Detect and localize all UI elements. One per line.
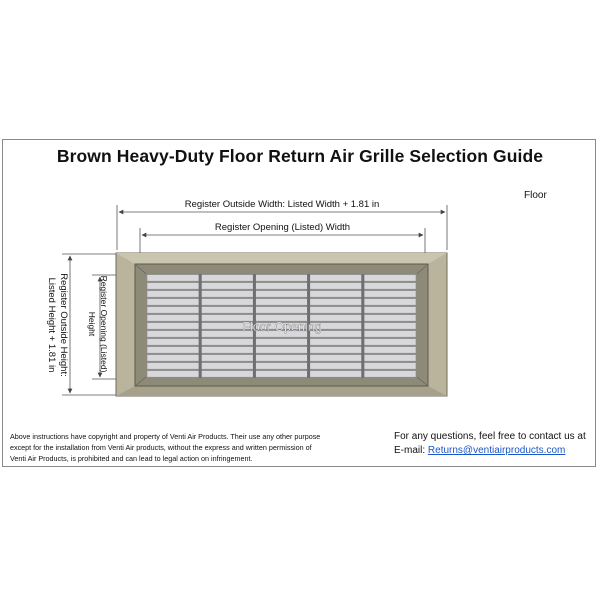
louver-slat	[364, 363, 416, 370]
louver-divider	[361, 274, 364, 378]
copyright-line-3: Venti Air Products, is prohibited and can lead to legal action on infringement.	[10, 454, 253, 463]
louver-slat	[201, 347, 253, 354]
outside-width-label: Register Outside Width: Listed Width + 1.81 in	[184, 199, 380, 210]
louver-slat	[310, 355, 362, 362]
louver-slat	[255, 299, 307, 306]
louver-slat	[364, 323, 416, 330]
louver-slat	[310, 363, 362, 370]
louver-slat	[255, 291, 307, 298]
louver-slat	[147, 355, 199, 362]
opening-height-line2: Height	[87, 311, 97, 337]
louver-slat	[147, 323, 199, 330]
contact-info	[394, 430, 586, 458]
louver-slat	[364, 355, 416, 362]
louver-divider	[199, 274, 202, 378]
louver-slat	[364, 291, 416, 298]
email-link[interactable]: Returns@ventiairproducts.com	[427, 445, 566, 456]
louver-slat	[364, 283, 416, 290]
opening-height-line1: Register Opening (Listed)	[99, 275, 109, 373]
page-title: Brown Heavy-Duty Floor Return Air Grille Selection Guide	[56, 146, 544, 166]
copyright-notice	[10, 431, 375, 464]
louver-slat	[310, 371, 362, 378]
louver-slat	[147, 339, 199, 346]
contact-line: For any questions, feel free to contact us at	[394, 431, 586, 442]
louver-slat	[310, 347, 362, 354]
louver-slat	[310, 299, 362, 306]
louver-slat	[364, 315, 416, 322]
louver-slat	[255, 355, 307, 362]
louver-slat	[310, 275, 362, 282]
louver-slat	[310, 283, 362, 290]
louver-slat	[255, 283, 307, 290]
louver-slat	[201, 371, 253, 378]
louver-slat	[310, 339, 362, 346]
louver-slat	[147, 275, 199, 282]
opening-width-label: Register Opening (Listed) Width	[214, 222, 351, 233]
louver-slat	[201, 275, 253, 282]
louver-slat	[364, 299, 416, 306]
email-row	[394, 444, 586, 458]
louver-slat	[364, 307, 416, 314]
louver-slat	[147, 307, 199, 314]
louver-slat	[364, 275, 416, 282]
louver-slat	[364, 331, 416, 338]
louver-slat	[147, 371, 199, 378]
louver-slat	[147, 363, 199, 370]
outside-height-label	[43, 255, 69, 395]
louver-slat	[201, 363, 253, 370]
louver-slat	[364, 347, 416, 354]
louver-slat	[147, 291, 199, 298]
louver-slat	[364, 339, 416, 346]
email-label: E-mail:	[394, 445, 428, 456]
louver-slat	[147, 283, 199, 290]
copyright-line-2: except for the installation from Venti Air products, without the express and written permission of	[10, 443, 312, 452]
louver-slat	[201, 299, 253, 306]
outside-height-line2: Listed Height + 1.81 in	[46, 277, 57, 373]
mount-type-label: Floor	[524, 190, 547, 201]
louver-slat	[364, 371, 416, 378]
louver-slat	[147, 299, 199, 306]
louver-slat	[201, 291, 253, 298]
floor-opening-label: Floor Opening	[242, 320, 322, 334]
louver-slat	[201, 355, 253, 362]
louver-slat	[255, 339, 307, 346]
louver-slat	[147, 347, 199, 354]
louver-slat	[147, 315, 199, 322]
louver-slat	[255, 347, 307, 354]
louver-slat	[255, 371, 307, 378]
louver-slat	[255, 307, 307, 314]
copyright-line-1: Above instructions have copyright and property of Venti Air Products. Their use any other purpose	[10, 432, 321, 441]
louver-slat	[201, 339, 253, 346]
louver-slat	[255, 275, 307, 282]
opening-height-label	[84, 264, 110, 384]
outside-height-line1: Register Outside Height:	[58, 273, 69, 377]
louver-slat	[310, 307, 362, 314]
louver-slat	[147, 331, 199, 338]
louver-slat	[201, 283, 253, 290]
louver-slat	[310, 291, 362, 298]
louver-slat	[255, 363, 307, 370]
louver-slat	[201, 307, 253, 314]
